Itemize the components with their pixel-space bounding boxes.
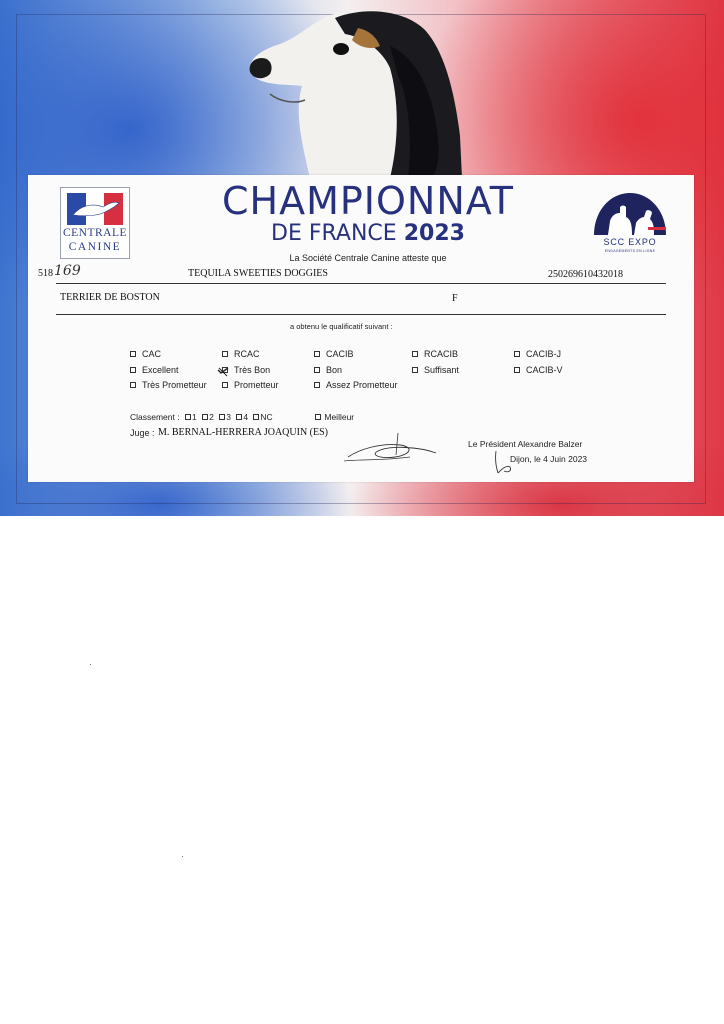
- checkbox-icon: [514, 367, 520, 373]
- ranking-option: 2: [209, 412, 214, 422]
- divider-2: [56, 314, 666, 315]
- option-label: Suffisant: [424, 365, 459, 375]
- ranking-option: 4: [243, 412, 249, 422]
- scan-speck: [90, 664, 91, 665]
- option-label: RCACIB: [424, 349, 459, 359]
- option-label: CACIB: [326, 349, 354, 359]
- checkbox-icon: [185, 414, 191, 420]
- option-label: Excellent: [142, 365, 179, 375]
- president-signature: [492, 447, 522, 475]
- option-label: Prometteur: [234, 380, 279, 390]
- option-cac: [130, 349, 161, 359]
- option-label: Assez Prometteur: [326, 380, 398, 390]
- logo-word-centrale: CENTRALE: [62, 227, 128, 239]
- certificate-card: [28, 175, 694, 482]
- option-label: RCAC: [234, 349, 260, 359]
- checkbox-icon: [222, 351, 228, 357]
- option-tres-bon: [222, 365, 270, 375]
- best-option: [312, 412, 354, 422]
- judge-signature: [340, 431, 440, 469]
- checkbox-icon: [412, 367, 418, 373]
- entry-number: 518: [38, 268, 53, 279]
- checkbox-icon: [315, 414, 321, 420]
- checkmark-icon: [217, 367, 229, 377]
- breed: TERRIER DE BOSTON: [60, 292, 160, 303]
- subtitle-prefix: DE FRANCE: [271, 221, 397, 246]
- entry-number-handwritten: 169: [54, 263, 81, 279]
- checkbox-icon: [202, 414, 208, 420]
- sex: F: [452, 293, 458, 304]
- option-cacib-j: [514, 349, 561, 359]
- option-assez-prometteur: [314, 380, 398, 390]
- judge-name: M. BERNAL-HERRERA JOAQUIN (ES): [158, 427, 328, 438]
- dog-photo: [240, 6, 470, 178]
- checkbox-icon: [130, 351, 136, 357]
- subtitle-year: 2023: [403, 221, 465, 246]
- page-subtitle: [178, 221, 558, 246]
- option-label: Très Bon: [234, 365, 271, 375]
- qualification-intro: a obtenu le qualificatif suivant :: [290, 322, 393, 331]
- option-label: CACIB-J: [526, 349, 562, 359]
- ranking-option: NC: [260, 412, 273, 422]
- attest-text: La Société Centrale Canine atteste que: [289, 253, 447, 263]
- logo-word-canine: CANINE: [68, 241, 122, 253]
- option-suffisant: [412, 365, 459, 375]
- option-label: CAC: [142, 349, 162, 359]
- ranking-option: 1: [191, 412, 197, 422]
- scc-expo-label: SCC EXPO: [603, 237, 657, 247]
- option-excellent: [130, 365, 179, 375]
- ranking-label: Classement :: [130, 412, 180, 422]
- ranking-row: [130, 412, 273, 422]
- option-rcac: [222, 349, 260, 359]
- page-title: CHAMPIONNAT: [221, 179, 515, 223]
- scan-speck: [182, 856, 183, 857]
- option-prometteur: [222, 380, 279, 390]
- checkbox-icon: [314, 367, 320, 373]
- place-date: Dijon, le 4 Juin 2023: [510, 454, 588, 464]
- dog-name: TEQUILA SWEETIES DOGGIES: [188, 268, 328, 279]
- checkbox-icon: [236, 414, 242, 420]
- scc-expo-tagline: ENGAGEMENTS EN LIGNE: [604, 249, 656, 253]
- checkbox-icon: [222, 382, 228, 388]
- id-number: 250269610432018: [548, 269, 623, 280]
- ranking-option: 3: [226, 412, 231, 422]
- checkbox-icon: [130, 382, 136, 388]
- checkbox-icon: [314, 351, 320, 357]
- checkbox-icon: [130, 367, 136, 373]
- checkbox-icon: [314, 382, 320, 388]
- divider-1: [56, 283, 666, 284]
- option-label: CACIB-V: [526, 365, 563, 375]
- option-bon: [314, 365, 342, 375]
- judge-label: Juge :: [130, 428, 155, 438]
- option-cacib: [314, 349, 354, 359]
- checkbox-icon: [219, 414, 225, 420]
- checkbox-icon: [253, 414, 259, 420]
- option-cacib-v: [514, 365, 563, 375]
- option-label: Bon: [326, 365, 343, 375]
- option-tres-prometteur: [130, 380, 207, 390]
- option-label: Très Prometteur: [142, 380, 207, 390]
- centrale-canine-logo: [60, 187, 130, 259]
- best-label: Meilleur: [324, 412, 355, 422]
- flag-dog-icon: [67, 193, 123, 225]
- checkbox-icon: [412, 351, 418, 357]
- checkbox-icon: [514, 351, 520, 357]
- option-rcacib: [412, 349, 458, 359]
- president-name: Le Président Alexandre Balzer: [468, 439, 583, 449]
